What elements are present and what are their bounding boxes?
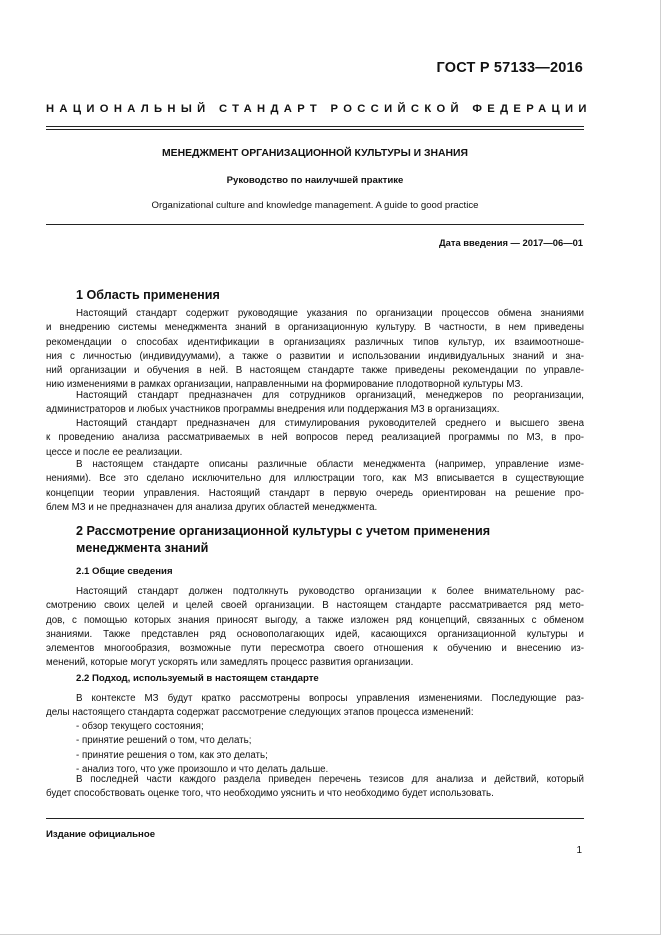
text-line: ний организации и обучения в ней. В настоящем стандарте также приведены рекомендации по управле- [46, 365, 584, 377]
text-line: элементов многообразия, возможные пути пересмотра своего отношения к обучению и внесению из- [46, 643, 584, 655]
text-line: В последней части каждого раздела приведен перечень тезисов для анализа и действий, который [76, 774, 584, 785]
header-rule-top [46, 126, 584, 127]
subsection-2-2-closing [46, 773, 584, 802]
title-rule [46, 224, 584, 225]
header-rule-bottom [46, 129, 584, 130]
section-1-paragraph-4 [46, 458, 584, 515]
text-line: В настоящем стандарте описаны различные области менеджмента (например, управление изме- [76, 459, 584, 470]
standard-number: ГОСТ Р 57133—2016 [436, 60, 583, 76]
document-subtitle: Руководство по наилучшей практике [226, 175, 404, 186]
text-line: смотрению своих целей и целей своей организации. В настоящем стандарте рассматривается ряд мето- [46, 600, 584, 612]
text-line: Настоящий стандарт предназначен для стимулирования руководителей среднего и высшего звена [76, 418, 584, 429]
text-line: ния с личностью (индивидуумами), а также о развитии и использовании индивидуальных знаний и зна- [46, 350, 584, 362]
text-line: рекомендации о способах идентификации в организациях различных типов культур, их взаимоотноше- [46, 336, 584, 348]
footer-rule [46, 818, 584, 819]
text-line: цессе и после ее реализации. [46, 446, 183, 458]
national-standard-title: НАЦИОНАЛЬНЫЙ СТАНДАРТ РОССИЙСКОЙ ФЕДЕРАЦИИ [46, 103, 592, 115]
list-item: - принятие решений о том, что делать; [76, 735, 252, 747]
document-title-english: Organizational culture and knowledge management. A guide to good practice [151, 200, 479, 211]
page-number: 1 [576, 845, 582, 856]
text-line: В контексте МЗ будут кратко рассмотрены вопросы управления изменениями. Последующие раз- [76, 693, 584, 704]
text-line: администраторов и любых участников программы внедрения или поддержания МЗ в организациях. [46, 404, 500, 416]
document-title: МЕНЕДЖМЕНТ ОРГАНИЗАЦИОННОЙ КУЛЬТУРЫ И ЗНАНИЯ [162, 148, 468, 159]
text-line: к проведению анализа рассматриваемых в ней вопросов перед реализацией программы по МЗ, в про- [46, 432, 584, 444]
text-line: нию изменениями в рамках организации, направленными на формирование плодотворной культуры МЗ. [46, 379, 524, 391]
text-line: Настоящий стандарт должен подтолкнуть руководство организации к более внимательному рас- [76, 586, 584, 597]
list-item: - принятие решения о том, как это делать; [76, 749, 268, 761]
text-line: и внедрению системы менеджмента знаний в организационную культуру. В частности, в нем приведены [46, 322, 584, 334]
official-edition-label: Издание официальное [46, 829, 156, 840]
text-line: Настоящий стандарт предназначен для сотрудников организаций, менеджеров по реорганизации, [76, 390, 584, 401]
introduction-date: Дата введения — 2017—06—01 [438, 237, 583, 248]
change-stages-list [76, 720, 328, 777]
text-line: дов, с помощью которых знания приносят выгоду, а также изложен ряд концепций, связанных с обменом [46, 614, 584, 626]
subsection-2-2-heading: 2.2 Подход, используемый в настоящем стандарте [76, 673, 319, 684]
subsection-2-1-paragraph [46, 585, 584, 671]
text-line: нениями). Все это сделано исключительно для иллюстрации того, как МЗ вписывается в существующие [46, 473, 584, 485]
section-1-paragraph-1 [46, 307, 584, 393]
text-line: будет способствовать оценке того, что необходимо уяснить и что необходимо будет использовать. [46, 788, 494, 800]
text-line: менений, которые могут ускорять или замедлять процесс развития организации. [46, 657, 414, 669]
list-item: - анализ того, что уже произошло и что делать дальше. [76, 763, 329, 775]
list-item: - обзор текущего состояния; [76, 721, 204, 732]
text-line: делы настоящего стандарта содержат рассмотрение следующих этапов процесса изменений: [46, 707, 474, 719]
section-2-heading-line-2: менеджмента знаний [76, 541, 209, 555]
text-line: блем МЗ и не предназначен для анализа других областей менеджмента. [46, 501, 378, 513]
text-line: Настоящий стандарт содержит руководящие указания по организации процессов обмена знаниями [76, 308, 584, 319]
section-1-heading: 1 Область применения [76, 288, 220, 302]
section-2-heading-line-1: 2 Рассмотрение организационной культуры с учетом применения [76, 524, 491, 538]
subsection-2-1-heading: 2.1 Общие сведения [76, 566, 173, 577]
text-line: концепции теории управления. Настоящий стандарт в первую очередь ориентирован на решение про- [46, 487, 584, 499]
subsection-2-2-intro [46, 692, 584, 721]
section-1-paragraph-2 [46, 389, 584, 418]
text-line: знаниями. Также представлен ряд основополагающих идей, касающихся организационной культуры и [46, 628, 584, 640]
section-1-paragraph-3 [46, 417, 584, 460]
section-2-heading [76, 523, 490, 557]
